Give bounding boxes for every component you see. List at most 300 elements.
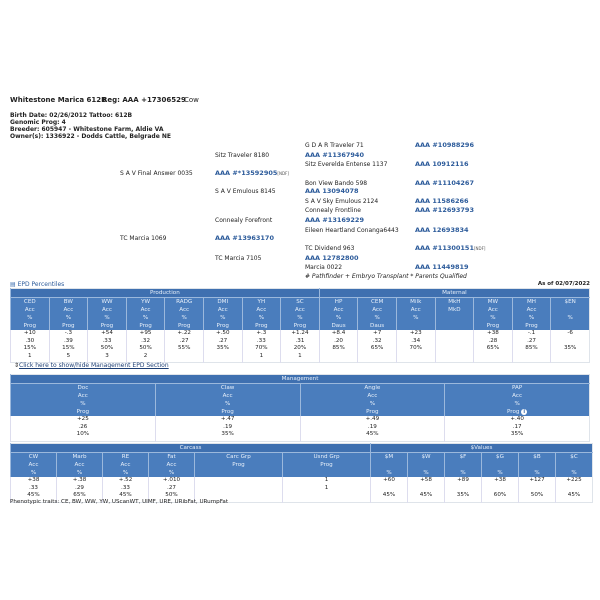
column-header[interactable] xyxy=(435,298,474,307)
epd-value: +.49 xyxy=(300,416,445,424)
epd-value: .39 xyxy=(49,338,88,346)
epd-value: .17 xyxy=(445,424,590,432)
header-text: Acc xyxy=(74,462,85,468)
epd-value: 45% xyxy=(408,492,445,502)
header-text: Prog xyxy=(221,409,234,415)
column-header[interactable] xyxy=(300,384,445,393)
header-text: HP xyxy=(334,299,343,305)
column-subheader xyxy=(88,322,127,330)
column-subheader xyxy=(435,306,474,314)
header-text: Daus xyxy=(370,323,385,329)
column-subheader xyxy=(408,469,445,477)
table-row xyxy=(11,416,590,424)
table-row xyxy=(11,424,590,432)
header-text: Acc xyxy=(487,307,498,313)
header-text: Prog xyxy=(507,409,520,415)
registration-number: Reg: AAA +17306529 xyxy=(102,96,186,104)
column-subheader xyxy=(11,306,50,314)
epd-value: .26 xyxy=(11,424,156,432)
column-header[interactable] xyxy=(165,298,204,307)
header-text: Acc xyxy=(179,307,190,313)
column-subheader xyxy=(512,314,551,322)
epd-value: 1 xyxy=(11,353,50,363)
column-subheader xyxy=(88,314,127,322)
header-text: % xyxy=(374,315,380,321)
header-text: Carc Grp xyxy=(226,454,251,460)
column-subheader xyxy=(11,469,57,477)
pedigree-name: Connealy Frontline xyxy=(305,207,361,214)
epd-value: 45% xyxy=(556,492,593,502)
column-subheader xyxy=(203,322,242,330)
column-subheader xyxy=(371,469,408,477)
column-header[interactable] xyxy=(49,298,88,307)
column-subheader xyxy=(165,314,204,322)
epd-value: .27 xyxy=(149,485,195,493)
column-subheader xyxy=(551,306,590,314)
pedigree-reg-link[interactable] xyxy=(415,179,474,187)
epd-value: 2 xyxy=(126,353,165,363)
column-subheader xyxy=(445,400,590,408)
column-header[interactable] xyxy=(512,298,551,307)
header-text: $M xyxy=(384,454,394,460)
epd-value: .30 xyxy=(11,338,50,346)
epd-value: +.47 xyxy=(155,416,300,424)
column-subheader xyxy=(408,461,445,469)
column-subheader xyxy=(57,469,103,477)
group-header: Carcass xyxy=(11,444,371,453)
pedigree-reg-link[interactable] xyxy=(305,254,359,262)
pedigree-reg-link[interactable] xyxy=(415,197,469,205)
toggle-management-link[interactable] xyxy=(14,362,169,369)
epd-value: +225 xyxy=(556,477,593,485)
epd-value: +.40 xyxy=(445,416,590,424)
management-table xyxy=(10,374,590,442)
column-subheader xyxy=(319,322,358,330)
pedigree-reg-link[interactable] xyxy=(415,160,469,168)
column-subheader xyxy=(11,314,50,322)
column-header[interactable] xyxy=(445,453,482,462)
header-text: % xyxy=(168,470,175,476)
epd-value xyxy=(519,485,556,493)
pedigree-name: TC Marcia 1069 xyxy=(120,235,167,242)
epd-value: 3 xyxy=(88,353,127,363)
header-text: Acc xyxy=(526,307,537,313)
epd-value xyxy=(556,485,593,493)
animal-sex: Cow xyxy=(184,96,199,104)
epd-value: +.010 xyxy=(149,477,195,485)
epd-value: +38 xyxy=(482,477,519,485)
epd-value: +.50 xyxy=(203,330,242,338)
column-subheader xyxy=(435,314,474,322)
column-header[interactable] xyxy=(149,453,195,462)
header-text: Acc xyxy=(222,393,233,399)
pedigree-reg-link[interactable] xyxy=(415,244,485,252)
pedigree-reg-link[interactable] xyxy=(305,187,359,195)
header-text: Prog xyxy=(486,323,500,329)
column-header[interactable] xyxy=(103,453,149,462)
column-subheader xyxy=(57,461,103,469)
epd-value: -.3 xyxy=(49,330,88,338)
epd-value: 15% xyxy=(11,345,50,353)
column-subheader xyxy=(435,322,474,330)
column-header[interactable] xyxy=(445,384,590,393)
header-text: % xyxy=(514,401,520,407)
header-text: % xyxy=(528,315,535,321)
column-subheader xyxy=(242,314,281,322)
header-text: Acc xyxy=(367,393,378,399)
header-text: Prog xyxy=(62,323,75,329)
column-header[interactable] xyxy=(358,298,397,307)
header-text: % xyxy=(386,470,392,476)
header-text: CED xyxy=(23,299,36,305)
pedigree-name: Bon View Bando 598 xyxy=(305,180,368,187)
header-text: MW xyxy=(487,299,499,305)
column-subheader xyxy=(519,461,556,469)
column-subheader xyxy=(482,461,519,469)
header-text: % xyxy=(80,401,86,407)
column-header[interactable] xyxy=(283,453,371,462)
reg-number[interactable]: AAA 11449819 xyxy=(415,263,469,271)
reg-number[interactable]: AAA #12693793 xyxy=(415,206,474,214)
table-row xyxy=(11,345,590,353)
header-text: Acc xyxy=(295,307,305,313)
header-text: Prog xyxy=(293,323,307,329)
epd-value: 1 xyxy=(283,485,371,493)
epd-value: .33 xyxy=(103,485,149,493)
column-subheader xyxy=(155,408,300,416)
column-subheader xyxy=(358,314,397,322)
column-subheader xyxy=(551,322,590,330)
column-header[interactable] xyxy=(371,453,408,462)
reg-number[interactable]: AAA 13094078 xyxy=(305,187,359,195)
epd-value: 45% xyxy=(300,431,445,441)
column-header[interactable] xyxy=(396,298,435,307)
header-text: % xyxy=(27,315,33,321)
header-text: CW xyxy=(28,454,39,460)
epd-value xyxy=(371,485,408,493)
reg-number[interactable]: AAA #*13592905 xyxy=(215,169,278,177)
column-subheader xyxy=(11,392,156,400)
column-subheader xyxy=(396,314,435,322)
column-subheader xyxy=(482,469,519,477)
epd-value: .19 xyxy=(155,424,300,432)
breeder-info: Breeder: 605947 - Whitestone Farm, Aldie VA xyxy=(10,126,164,133)
header-text: Prog xyxy=(320,462,333,468)
epd-value: 50% xyxy=(88,345,127,353)
column-header[interactable] xyxy=(556,453,593,462)
epd-value xyxy=(435,330,474,338)
pedigree-reg-link[interactable] xyxy=(305,151,364,159)
table-row xyxy=(11,477,593,485)
column-subheader xyxy=(396,322,435,330)
epd-value: .27 xyxy=(203,338,242,346)
header-text: Doc xyxy=(77,385,89,391)
column-header[interactable] xyxy=(408,453,445,462)
column-subheader xyxy=(242,322,281,330)
header-text: Acc xyxy=(512,393,523,399)
pedigree-name: Connealy Forefront xyxy=(215,217,273,224)
epd-value: 70% xyxy=(242,345,281,353)
column-subheader xyxy=(165,306,204,314)
column-header[interactable] xyxy=(11,453,57,462)
pedigree-reg-link[interactable] xyxy=(415,226,469,234)
epd-value: +58 xyxy=(408,477,445,485)
epd-value: 85% xyxy=(512,345,551,353)
epd-section-title xyxy=(10,281,64,288)
column-subheader xyxy=(474,314,513,322)
header-text: % xyxy=(497,470,503,476)
table-row xyxy=(11,485,593,493)
header-text: Prog xyxy=(255,323,268,329)
epd-value: .32 xyxy=(358,338,397,346)
info-icon[interactable]: i xyxy=(521,409,527,415)
epd-value: +7 xyxy=(358,330,397,338)
header-text: Acc xyxy=(166,462,177,468)
epd-value: 85% xyxy=(319,345,358,353)
header-text: % xyxy=(224,401,231,407)
header-text: % xyxy=(413,315,419,321)
header-text: % xyxy=(258,315,265,321)
column-header[interactable] xyxy=(11,298,50,307)
epd-value: 65% xyxy=(358,345,397,353)
header-text: % xyxy=(490,315,496,321)
bar-chart-icon: ▤ xyxy=(10,281,16,288)
column-subheader xyxy=(358,322,397,330)
header-text: % xyxy=(142,315,149,321)
table-row xyxy=(11,431,590,441)
header-text: Prog xyxy=(525,323,538,329)
reg-number[interactable]: AAA 12693834 xyxy=(415,226,469,234)
epd-value xyxy=(482,485,519,493)
epd-value: +60 xyxy=(371,477,408,485)
reg-number[interactable]: AAA #11367940 xyxy=(305,151,364,159)
column-subheader xyxy=(445,461,482,469)
carcass-values-table xyxy=(10,443,593,503)
column-subheader xyxy=(49,314,88,322)
epd-value: 35% xyxy=(445,492,482,502)
column-header[interactable] xyxy=(551,298,590,307)
column-header[interactable] xyxy=(242,298,281,307)
epd-value: +38 xyxy=(474,330,513,338)
pedigree-name: TC Marcia 7105 xyxy=(215,255,262,262)
reg-number[interactable]: AAA #10988296 xyxy=(415,141,474,149)
header-text: Acc xyxy=(140,307,151,313)
epd-value: 45% xyxy=(103,492,149,502)
header-text: % xyxy=(104,315,110,321)
reg-number[interactable]: AAA #13963170 xyxy=(215,234,274,242)
column-subheader xyxy=(556,469,593,477)
table-row xyxy=(11,338,590,346)
column-subheader xyxy=(283,461,371,469)
epd-value: .27 xyxy=(512,338,551,346)
header-text: Acc xyxy=(102,307,112,313)
owner-info: Owner(s): 1336922 - Dodds Cattle, Belgrade NE xyxy=(10,133,171,140)
column-subheader xyxy=(155,400,300,408)
epd-value: .19 xyxy=(300,424,445,432)
epd-value xyxy=(165,353,204,363)
column-subheader xyxy=(11,322,50,330)
epd-value: +54 xyxy=(88,330,127,338)
epd-value: +95 xyxy=(126,330,165,338)
column-subheader xyxy=(281,322,320,330)
pedigree-reg-link[interactable] xyxy=(305,216,364,224)
epd-value: 50% xyxy=(519,492,556,502)
header-text: Acc xyxy=(24,307,35,313)
header-text: Prog xyxy=(139,323,152,329)
epd-value xyxy=(408,485,445,493)
column-subheader xyxy=(126,314,165,322)
header-text: Acc xyxy=(120,462,131,468)
reg-number[interactable]: AAA 12782800 xyxy=(305,254,359,262)
header-text: % xyxy=(460,470,466,476)
column-subheader xyxy=(242,306,281,314)
header-text: % xyxy=(335,315,342,321)
reg-number[interactable]: AAA 10912116 xyxy=(415,160,469,168)
header-text: RADG xyxy=(176,299,193,305)
epd-value xyxy=(551,353,590,363)
genomic-prog: Genomic Prog: 4 xyxy=(10,119,66,126)
epd-value: +8.4 xyxy=(319,330,358,338)
column-subheader xyxy=(203,314,242,322)
header-text: PAP xyxy=(512,385,523,391)
epd-value xyxy=(435,353,474,363)
column-header[interactable] xyxy=(195,453,283,462)
header-text: % xyxy=(181,315,187,321)
group-header: Management xyxy=(11,375,590,384)
column-header[interactable] xyxy=(88,298,127,307)
epd-value: 50% xyxy=(149,492,195,502)
column-subheader xyxy=(512,306,551,314)
column-subheader xyxy=(103,469,149,477)
column-subheader xyxy=(195,469,283,477)
header-text: Marb xyxy=(72,454,87,460)
toggle-management-label[interactable]: Click here to show/hide Management EPD Section xyxy=(19,362,169,369)
epd-value xyxy=(435,345,474,353)
epd-value: 35% xyxy=(445,431,590,441)
pedigree-reg-link[interactable] xyxy=(415,206,474,214)
header-text: % xyxy=(534,470,540,476)
column-header[interactable] xyxy=(155,384,300,393)
epd-value xyxy=(195,477,283,485)
header-text: Acc xyxy=(63,307,74,313)
ndf-tag: [NDF] xyxy=(473,246,486,251)
epd-value: .28 xyxy=(474,338,513,346)
epd-value: 1 xyxy=(283,477,371,485)
epd-value: +.38 xyxy=(57,477,103,485)
reg-number[interactable]: AAA #13169229 xyxy=(305,216,364,224)
header-text: MkH xyxy=(448,299,461,305)
column-subheader xyxy=(149,461,195,469)
header-text: $EN xyxy=(564,299,576,305)
epd-value xyxy=(358,353,397,363)
header-text: Prog xyxy=(366,409,379,415)
header-text: Prog xyxy=(216,323,229,329)
column-header[interactable] xyxy=(474,298,513,307)
epd-value xyxy=(195,485,283,493)
epd-value: +127 xyxy=(519,477,556,485)
column-subheader xyxy=(512,322,551,330)
column-header[interactable] xyxy=(126,298,165,307)
header-text: Usnd Grp xyxy=(313,454,340,460)
column-subheader xyxy=(49,322,88,330)
column-subheader xyxy=(445,392,590,400)
epd-value xyxy=(474,353,513,363)
header-text: WW xyxy=(101,299,113,305)
column-subheader xyxy=(519,469,556,477)
pedigree-reg-link[interactable] xyxy=(215,234,274,242)
pedigree-name: S A V Sky Emulous 2124 xyxy=(305,198,379,205)
group-header: Production xyxy=(11,289,320,298)
header-text: RE xyxy=(121,454,130,460)
epd-value: 35% xyxy=(155,431,300,441)
epd-value xyxy=(512,353,551,363)
epd-value: .34 xyxy=(396,338,435,346)
epd-value: +10 xyxy=(11,330,50,338)
column-subheader xyxy=(281,314,320,322)
column-subheader xyxy=(165,322,204,330)
epd-value xyxy=(445,485,482,493)
column-header[interactable] xyxy=(203,298,242,307)
column-header[interactable] xyxy=(519,453,556,462)
reg-number[interactable]: AAA #11104267 xyxy=(415,179,474,187)
header-text: % xyxy=(567,315,573,321)
pedigree-reg-link[interactable] xyxy=(415,141,474,149)
column-subheader xyxy=(371,461,408,469)
header-text: Prog xyxy=(100,323,114,329)
epd-value: -.1 xyxy=(512,330,551,338)
header-text: MH xyxy=(526,299,537,305)
column-subheader xyxy=(300,408,445,416)
reg-number[interactable]: AAA 11586266 xyxy=(415,197,469,205)
column-subheader xyxy=(474,306,513,314)
header-text: % xyxy=(76,470,83,476)
epd-value: .29 xyxy=(57,485,103,493)
column-subheader xyxy=(300,400,445,408)
epd-value: +1.24 xyxy=(281,330,320,338)
epd-value: +.3 xyxy=(242,330,281,338)
pedigree-name: Marcia 0022 xyxy=(305,264,343,271)
column-header[interactable] xyxy=(57,453,103,462)
column-header[interactable] xyxy=(11,384,156,393)
column-subheader xyxy=(300,392,445,400)
epd-value: 45% xyxy=(371,492,408,502)
header-text: Acc xyxy=(217,307,228,313)
header-text: Acc xyxy=(333,307,344,313)
epd-value: 65% xyxy=(57,492,103,502)
pedigree-name: S A V Emulous 8145 xyxy=(215,188,276,195)
pedigree-reg-link[interactable] xyxy=(415,263,469,271)
pedigree-name: TC Dividend 963 xyxy=(305,245,355,252)
column-subheader xyxy=(445,469,482,477)
epd-value xyxy=(435,338,474,346)
epd-title-text: EPD Percentiles xyxy=(17,281,65,288)
column-subheader xyxy=(88,306,127,314)
column-header[interactable] xyxy=(281,298,320,307)
epd-value: .33 xyxy=(88,338,127,346)
column-subheader xyxy=(155,392,300,400)
header-text: Acc xyxy=(77,393,88,399)
header-text: % xyxy=(369,401,376,407)
pedigree-reg-link[interactable] xyxy=(215,169,289,177)
column-subheader xyxy=(319,306,358,314)
reg-number[interactable]: AAA #11300151 xyxy=(415,244,474,252)
column-header[interactable] xyxy=(482,453,519,462)
column-header[interactable] xyxy=(319,298,358,307)
animal-name: Whitestone Marica 612B xyxy=(10,96,107,104)
ndf-tag: [NDF] xyxy=(277,171,289,176)
column-subheader xyxy=(283,469,371,477)
epd-value: 35% xyxy=(203,345,242,353)
